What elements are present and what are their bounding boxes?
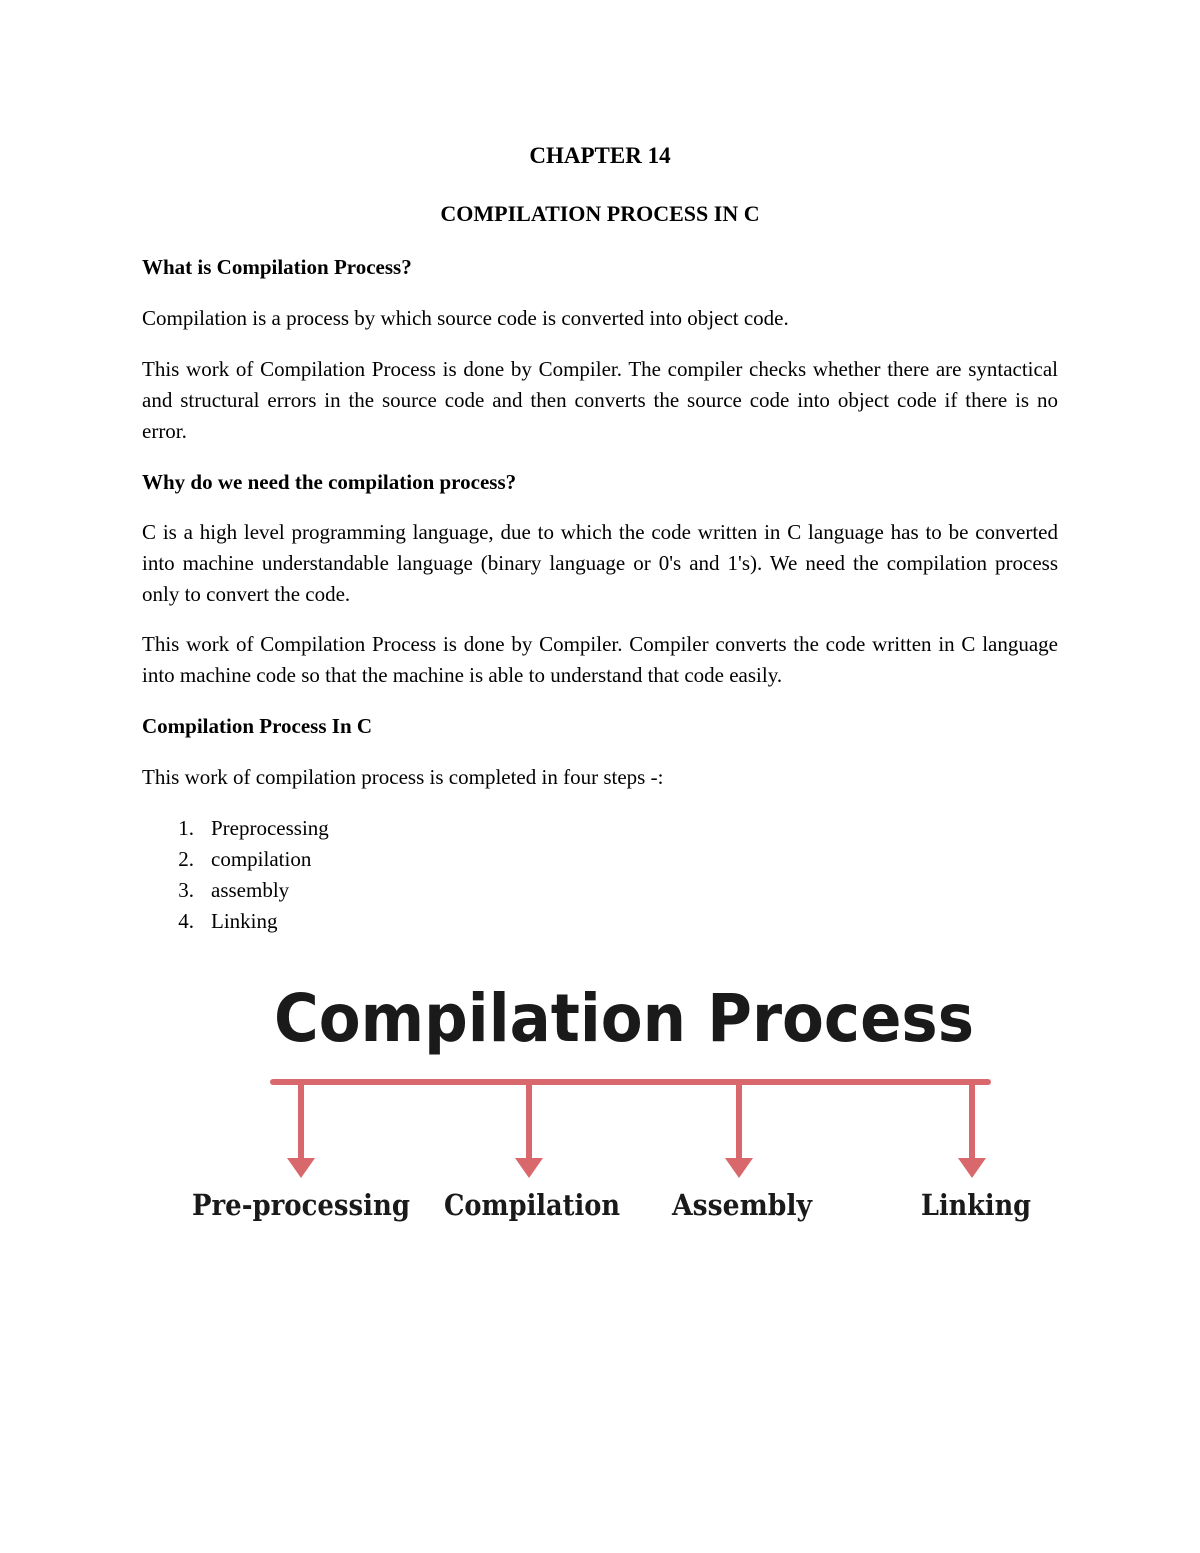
step-number: 3. [178, 878, 194, 902]
list-item [142, 906, 742, 937]
diagram-svg [170, 965, 1050, 1235]
why-paragraph-1: C is a high level programming language, due to which the code written in C language has to be converted into machine understandable language (binary language or 0's and 1's). We need the compilation process only to convert the code. [142, 520, 1058, 606]
what-paragraph-1: Compilation is a process by which source code is converted into object code. [142, 306, 789, 330]
step-label: Preprocessing [211, 816, 329, 840]
step-number: 2. [178, 847, 194, 871]
diagram-title: Compilation Process [274, 980, 974, 1057]
what-heading: What is Compilation Process? [142, 255, 412, 279]
step-label: assembly [211, 878, 290, 902]
stage-label-linking: Linking [921, 1188, 1031, 1222]
what-paragraph-2: This work of Compilation Process is done by Compiler. The compiler checks whether there are syntactical and structural errors in the source code and then converts the source code into object code if there is no error. [142, 357, 1058, 443]
stage-label-assembly: Assembly [671, 1188, 814, 1222]
list-item [142, 875, 742, 906]
step-number: 1. [178, 816, 194, 840]
why-heading: Why do we need the compilation process? [142, 470, 517, 494]
step-number: 4. [178, 909, 194, 933]
list-item [142, 844, 742, 875]
chapter-number: CHAPTER 14 [529, 143, 671, 168]
process-intro: This work of compilation process is completed in four steps -: [142, 765, 664, 789]
stage-arrow-1 [287, 1082, 315, 1178]
stage-label-compilation: Compilation [444, 1188, 620, 1222]
stage-label-preprocessing: Pre-processing [192, 1188, 410, 1222]
stage-arrow-3 [725, 1082, 753, 1178]
stage-arrow-4 [958, 1082, 986, 1178]
stage-arrow-2 [515, 1082, 543, 1178]
steps-list [142, 813, 742, 937]
step-label: compilation [211, 847, 312, 871]
process-heading: Compilation Process In C [142, 714, 373, 738]
list-item [142, 813, 742, 844]
step-label: Linking [211, 909, 278, 933]
why-paragraph-2: This work of Compilation Process is done by Compiler. Compiler converts the code written in C language into machine code so that the machine is able to understand that code easily. [142, 632, 1058, 687]
chapter-title: COMPILATION PROCESS IN C [440, 201, 760, 226]
compilation-process-diagram [170, 965, 1050, 1235]
